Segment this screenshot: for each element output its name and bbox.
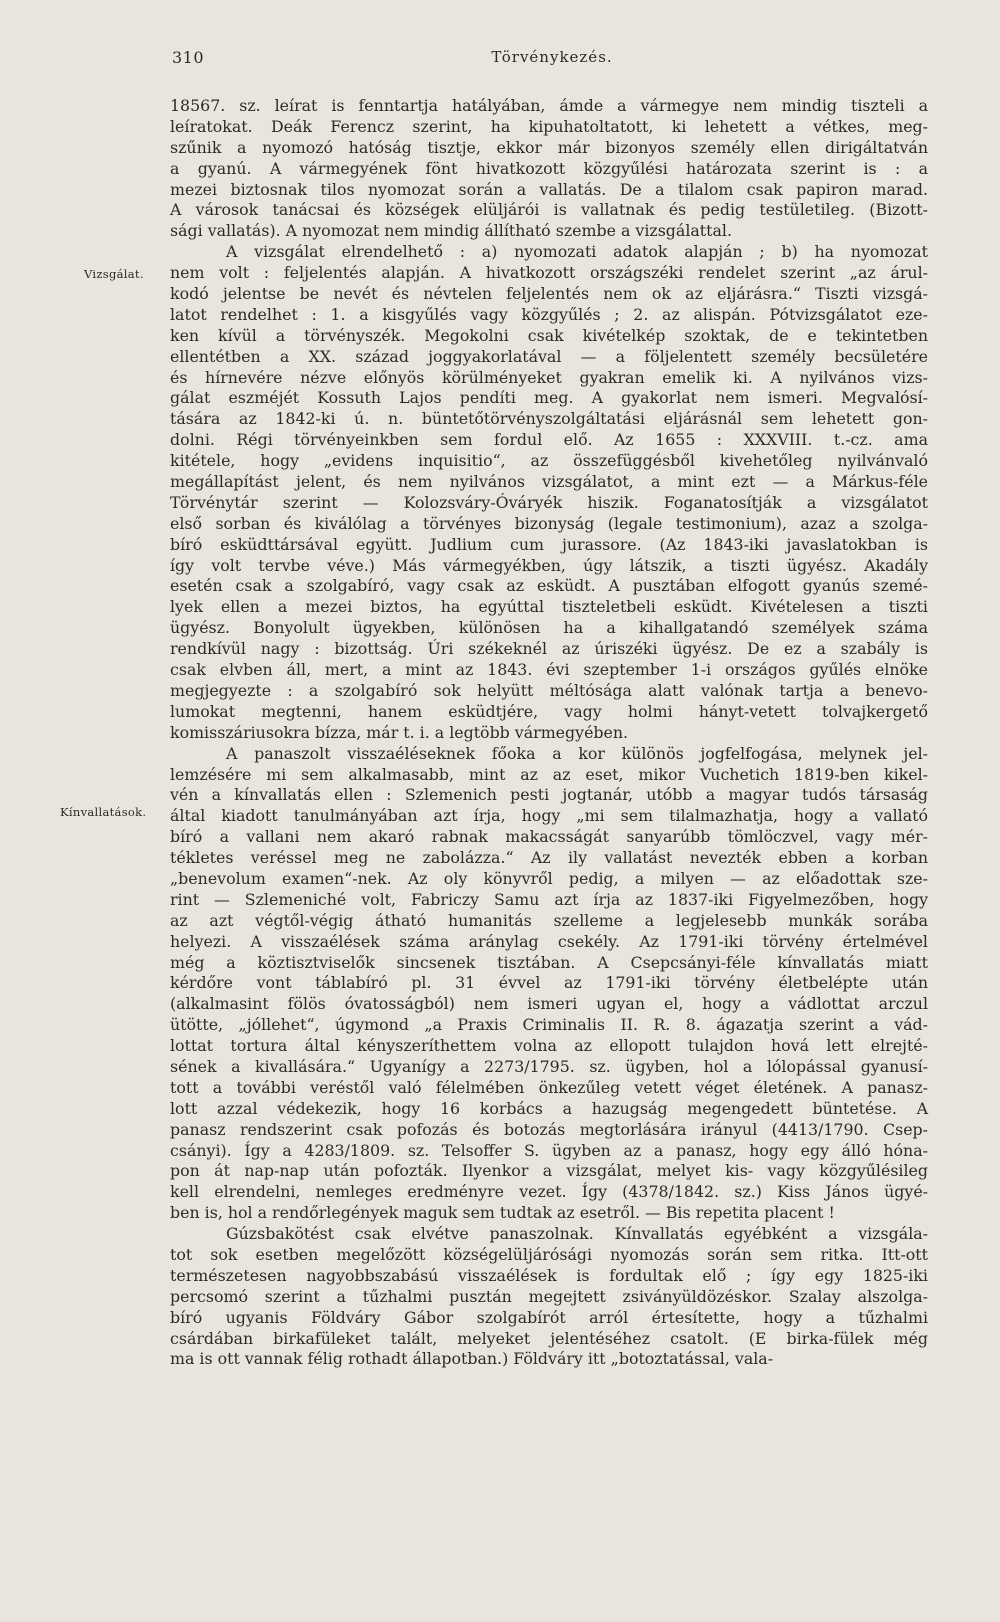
text-line: lumokat megtenni, hanem esküdtjére, vagy holmi hányt-vetett tolvajkergető xyxy=(170,701,928,721)
text-line: bíró ugyanis Földváry Gábor szolgabírót arról értesítette, hogy a tűzhalmi xyxy=(170,1307,928,1327)
text-line: tékletes veréssel meg ne zabolázza.“ Az ily vallatást nevezték ebben a korban xyxy=(170,848,928,868)
text-line: vén a kínvallatás ellen : Szlemenich pesti jogtanár, utóbb a magyar tudós társaság xyxy=(170,785,928,805)
text-line: „benevolum examen“-nek. Az oly könyvről pedig, a milyen — az előadottak sze- xyxy=(170,868,928,888)
text-line: kérdőre vont táblabíró pl. 31 évvel az 1791-iki törvény életbelépte után xyxy=(170,973,928,993)
paragraph-start-line: A panaszolt visszaéléseknek főoka a kor különös jogfelfogása, melynek jel- xyxy=(226,743,928,763)
text-line: panasz rendszerint csak pofozás és botozás megtorlására irányul (4413/1790. Csep- xyxy=(170,1119,928,1139)
text-line: csárdában birkafüleket talált, melyeket jelentéséhez csatolt. (E birka-fülek még xyxy=(170,1328,928,1348)
margin-note-vizsgalat: Vizsgálat. xyxy=(84,267,144,281)
text-line: 18567. sz. leírat is fenntartja hatályában, ámde a vármegye nem mindig tiszteli a xyxy=(170,96,928,115)
text-line: megállapítást jelent, és nem nyilvános vizsgálatot, a mint ezt — a Márkus-féle xyxy=(170,472,928,492)
text-line: által kiadott tanulmányában azt írja, hogy „mi sem tilalmazhatja, hogy a vallató xyxy=(170,806,928,826)
text-line: nem volt : feljelentés alapján. A hivatkozott országszéki rendelet szerint „az árul- xyxy=(170,263,928,283)
text-line: ken kívül a törvényszék. Megokolni csak kivételkép szoktak, de e tekintetben xyxy=(170,325,928,345)
text-line: megjegyezte : a szolgabíró sok helyütt méltósága alatt valónak tartja a benevo- xyxy=(170,680,928,700)
text-line: lott azzal védekezik, hogy 16 korbács a hazugság megengedett büntetése. A xyxy=(170,1098,928,1118)
text-line: bíró esküdttársával együtt. Judlium cum jurassore. (Az 1843-iki javaslatokban is xyxy=(170,534,928,554)
text-line: gálat eszméjét Kossuth Lajos pendíti meg. A gyakorlat nem ismeri. Megvalósí- xyxy=(170,388,928,408)
text-line: természetesen nagyobbszabású visszaélések is fordultak elő ; így egy 1825-iki xyxy=(170,1265,928,1285)
page-number: 310 xyxy=(172,48,205,67)
text-line: esetén csak a szolgabíró, vagy csak az esküdt. A pusztában elfogott gyanús szemé- xyxy=(170,576,928,596)
text-line: ellentétben a XX. század joggyakorlatával — a följelentett személy becsületére xyxy=(170,346,928,366)
text-line: csak elvben áll, mert, a mint az 1843. évi szeptember 1-i országos gyűlés elnöke xyxy=(170,660,928,680)
text-line: tására az 1842-ki ú. n. büntetőtörvényszolgáltatási eljárásnál sem lehetett gon- xyxy=(170,409,928,429)
text-line: lottat tortura által kényszeríthettem volna az ellopott tulajdon hová lett elrejté- xyxy=(170,1036,928,1056)
text-line: percsomó szerint a tűzhalmi pusztán megejtett zsiványüldözéskor. Szalay alszolga- xyxy=(170,1286,928,1306)
text-line: leíratokat. Deák Ferencz szerint, ha kipuhatoltatott, ki lehetett a vétkes, meg- xyxy=(170,116,928,136)
text-line: lyek ellen a mezei biztos, ha egyúttal tiszteletbeli esküdt. Kivételesen a tiszti xyxy=(170,597,928,617)
text-line: kitétele, hogy „evidens inquisitio“, az összefüggésből kivehetőleg nyilvánvaló xyxy=(170,451,928,471)
text-line: a gyanú. A vármegyének fönt hivatkozott közgyűlési határozata szerint is : a xyxy=(170,158,928,178)
text-line: bíró a vallani nem akaró rabnak makacsságát sanyarúbb tömlöczvel, vagy mér- xyxy=(170,827,928,847)
text-line: pon át nap-nap után pofozták. Ilyenkor a vizsgálat, melyet kis- vagy közgyűlésileg xyxy=(170,1161,928,1181)
body-text xyxy=(170,96,928,1370)
running-title: Törvénykezés. xyxy=(491,48,613,66)
text-line: Törvénytár szerint — Kolozsváry-Óváryék hiszik. Foganatosítják a vizsgálatot xyxy=(170,492,928,512)
page-header xyxy=(172,48,932,76)
text-line: csányi). Így a 4283/1809. sz. Telsoffer S. ügyben az a panasz, hogy egy álló hóna- xyxy=(170,1140,928,1160)
text-line: és hírnevére nézve előnyös körülményeket gyakran emelik ki. A nyilvános vizs- xyxy=(170,367,928,387)
text-line: tot sok esetben megelőzött községelüljárósági nyomozás során sem ritka. Itt-ott xyxy=(170,1244,928,1264)
text-line: sének a kivallására.“ Ugyanígy a 2273/1795. sz. ügyben, hol a lólopással gyanusí- xyxy=(170,1056,928,1076)
margin-note-kinvallatasok: Kínvallatások. xyxy=(60,805,147,819)
text-line: szűnik a nyomozó hatóság tisztje, ekkor már bizonyos személy ellen dirigáltatván xyxy=(170,137,928,157)
text-line: így volt tervbe véve.) Más vármegyékben, úgy látszik, a tiszti ügyész. Akadály xyxy=(170,555,928,575)
text-line: helyezi. A visszaélések száma aránylag csekély. Az 1791-iki törvény értelmével xyxy=(170,931,928,951)
text-line: ma is ott vannak félig rothadt állapotban.) Földváry itt „botoztatással, vala- xyxy=(170,1349,774,1369)
text-line: tott a további veréstől való félelmében önkezűleg vetett véget életének. A panasz- xyxy=(170,1077,928,1097)
text-line: latot rendelhet : 1. a kisgyűlés vagy közgyűlés ; 2. az alispán. Pótvizsgálatot eze- xyxy=(170,304,928,324)
paragraph-start-line: Gúzsbakötést csak elvétve panaszolnak. Kínvallatás egyébként a vizsgála- xyxy=(226,1224,928,1244)
text-line: az azt végtől-végig átható humanitás szelleme a legjelesebb munkák sorába xyxy=(170,910,928,930)
text-line: sági vallatás). A nyomozat nem mindig állítható szembe a vizsgálattal. xyxy=(170,221,732,241)
text-line: ütötte, „jóllehet“, úgymond „a Praxis Criminalis II. R. 8. ágazatja szerint a vád- xyxy=(170,1015,928,1035)
text-line: (alkalmasint fölös óvatosságból) nem ismeri ugyan el, hogy a vádlottat arczul xyxy=(170,994,928,1014)
text-line: még a köztisztviselők sincsenek tisztában. A Csepcsányi-féle kínvallatás miatt xyxy=(170,952,928,972)
text-line: komisszáriusokra bízza, már t. i. a legtöbb vármegyében. xyxy=(170,722,629,742)
text-line: kodó jelentse be nevét és névtelen feljelentés nem ok az eljárásra.“ Tiszti vizsgá- xyxy=(170,284,928,304)
text-line: ügyész. Bonyolult ügyekben, különösen ha a kihallgatandó személyek száma xyxy=(170,618,928,638)
text-line: rendkívül nagy : bizottság. Úri székeknél az úriszéki ügyész. De ez a szabály is xyxy=(170,639,928,659)
text-line: ben is, hol a rendőrlegények maguk sem tudtak az esetről. — Bis repetita placent ! xyxy=(170,1203,835,1223)
text-line: lemzésére mi sem alkalmasabb, mint az az eset, mikor Vuchetich 1819-ben kikel- xyxy=(170,764,928,784)
paragraph-start-line: A vizsgálat elrendelhető : a) nyomozati adatok alapján ; b) ha nyomozat xyxy=(226,242,928,262)
text-line: kell elrendelni, nemleges eredményre vezet. Így (4378/1842. sz.) Kiss János ügyé- xyxy=(170,1182,928,1202)
text-line: első sorban és kiválólag a törvényes bizonyság (legale testimonium), azaz a szolga- xyxy=(170,513,928,533)
text-line: A városok tanácsai és községek elüljárói is vallatnak és pedig testületileg. (Bizott- xyxy=(170,200,928,220)
text-line: dolni. Régi törvényeinkben sem fordul elő. Az 1655 : XXXVIII. t.-cz. ama xyxy=(170,430,928,450)
text-line: mezei biztosnak tilos nyomozat során a vallatás. De a tilalom csak papiron marad. xyxy=(170,179,928,199)
text-line: rint — Szlemeniché volt, Fabriczy Samu azt írja az 1837-iki Figyelmezőben, hogy xyxy=(170,889,928,909)
